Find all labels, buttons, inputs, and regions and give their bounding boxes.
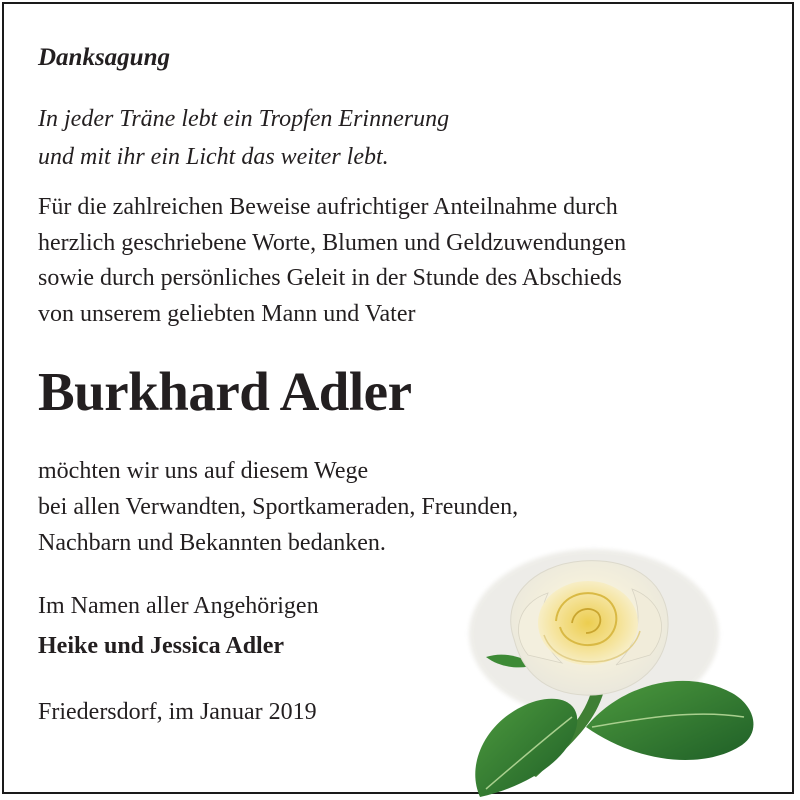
body-line: von unserem geliebten Mann und Vater xyxy=(38,300,416,327)
white-rose-icon xyxy=(444,539,794,797)
thanks-line: bei allen Verwandten, Sportkameraden, Freunden, xyxy=(38,494,519,520)
motto-line: In jeder Träne lebt ein Tropfen Erinnerung xyxy=(38,106,450,132)
notice-frame xyxy=(2,2,794,794)
place-date: Friedersdorf, im Januar 2019 xyxy=(38,699,317,725)
notice-heading: Danksagung xyxy=(38,44,170,71)
on-behalf-line: Im Namen aller Angehörigen xyxy=(38,593,319,619)
signers: Heike und Jessica Adler xyxy=(38,633,285,659)
thanks-line: Nachbarn und Bekannten bedanken. xyxy=(38,530,386,556)
thanks-line: möchten wir uns auf diesem Wege xyxy=(38,458,369,484)
body-line: herzlich geschriebene Worte, Blumen und Geldzuwendungen xyxy=(38,229,627,256)
deceased-name: Burkhard Adler xyxy=(38,361,412,422)
motto xyxy=(38,100,449,176)
body-line: sowie durch persönliches Geleit in der Stunde des Abschieds xyxy=(38,265,622,291)
body-text xyxy=(38,190,626,332)
motto-line: und mit ihr ein Licht das weiter lebt. xyxy=(38,144,389,170)
body-line: Für die zahlreichen Beweise aufrichtiger Anteilnahme durch xyxy=(38,194,618,220)
